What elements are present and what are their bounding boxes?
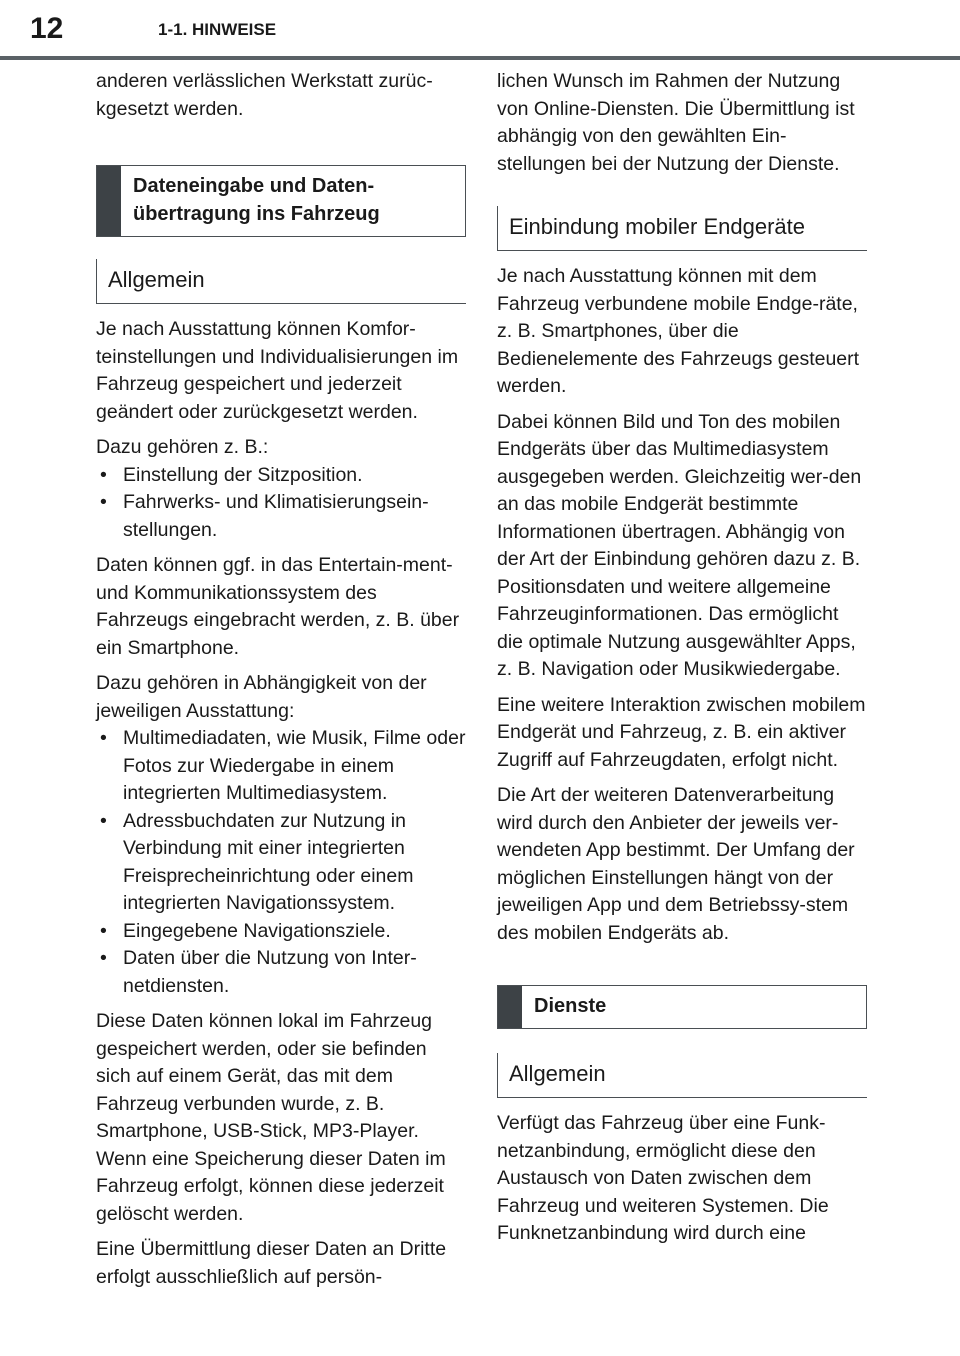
paragraph: Daten können ggf. in das Entertain-ment- und Kommunikationssystem des Fahrzeugs eingebracht werden, z. B. über ein Smartphone. bbox=[96, 554, 460, 659]
heading-bar bbox=[498, 986, 522, 1028]
subheading-allgemein: Allgemein bbox=[497, 1053, 867, 1098]
page-number: 12 bbox=[30, 12, 64, 45]
list-item: • Eingegebene Navigationsziele. bbox=[96, 918, 466, 946]
chapter-title: 1-1. HINWEISE bbox=[158, 20, 277, 39]
right-column bbox=[497, 68, 867, 1256]
paragraph: Die Art der weiteren Datenverarbeitung wird durch den Anbieter der jeweils ver-wendeten App bestimmt. Der Umfang der möglichen Einstellungen hängt von der jeweiligen App und dem Betriebssy-stem des mobilen Endgeräts ab. bbox=[497, 784, 855, 944]
heading-line: Dateneingabe und Daten- bbox=[133, 175, 375, 197]
heading-text: Dienste bbox=[534, 995, 607, 1017]
paragraph: Verfügt das Fahrzeug über eine Funk-netzanbindung, ermöglicht diese den Austausch von Daten zwischen dem Fahrzeug und weiteren Systemen. Die Funknetzanbindung wird durch eine bbox=[497, 1112, 829, 1244]
header-divider bbox=[0, 56, 960, 60]
list-item: • Einstellung der Sitzposition. bbox=[96, 462, 466, 490]
paragraph: Dazu gehören in Abhängigkeit von der jeweiligen Ausstattung: bbox=[96, 672, 427, 722]
list-item: • Multimediadaten, wie Musik, Filme oder Fotos zur Wiedergabe in einem integrierten Multimediasystem. bbox=[96, 725, 466, 808]
paragraph: Eine weitere Interaktion zwischen mobilem Endgerät und Fahrzeug, z. B. ein aktiver Zugriff auf Fahrzeugdaten, erfolgt nicht. bbox=[497, 693, 866, 771]
left-column bbox=[96, 68, 466, 1299]
paragraph: Je nach Ausstattung können mit dem Fahrzeug verbundene mobile Endge-räte, z. B. Smartphones, über die Bedienelemente des Fahrzeugs gesteuert werden. bbox=[497, 265, 860, 397]
list-item: • Adressbuchdaten zur Nutzung in Verbindung mit einer integrierten Freisprecheinrichtung oder einem integrierten Navigationssystem. bbox=[96, 808, 466, 918]
paragraph: Je nach Ausstattung können Komfor-teinstellungen und Individualisierungen im Fahrzeug gespeichert und jederzeit geändert oder zurückgesetzt werden. bbox=[96, 318, 459, 423]
list-item: • Daten über die Nutzung von Inter-netdiensten. bbox=[96, 945, 466, 1000]
bullet-list bbox=[96, 462, 466, 545]
subheading-einbindung: Einbindung mobiler Endgeräte bbox=[497, 206, 867, 251]
heading-bar bbox=[97, 166, 121, 236]
paragraph: anderen verlässlichen Werkstatt zurüc-kgesetzt werden. bbox=[96, 70, 433, 120]
heading-line: übertragung ins Fahrzeug bbox=[133, 203, 380, 225]
paragraph: Dazu gehören z. B.: bbox=[96, 436, 269, 458]
paragraph: lichen Wunsch im Rahmen der Nutzung von Online-Diensten. Die Übermittlung ist abhängig von den gewählten Ein-stellungen bei der Nutzung der Dienste. bbox=[497, 70, 855, 175]
bullet-list bbox=[96, 725, 466, 1000]
page-header bbox=[0, 0, 960, 60]
paragraph: Dabei können Bild und Ton des mobilen Endgeräts über das Multimediasystem ausgegeben werden. Gleichzeitig wer-den an das mobile Endgerät bestimmte Informationen übertragen. Abhängig von der Art der Einbindung gehören dazu z. B. Positionsdaten und weitere allgemeine Fahrzeuginformationen. Das ermöglicht die optimale Nutzung ausgewählter Apps, z. B. Navigation oder Musikwiedergabe. bbox=[497, 410, 862, 680]
paragraph: Diese Daten können lokal im Fahrzeug gespeichert werden, oder sie befinden sich auf einem Gerät, das mit dem Fahrzeug verbunden wurde, z. B. Smartphone, USB-Stick, MP3-Player. Wenn eine Speicherung dieser Daten im Fahrzeug erfolgt, können diese jederzeit gelöscht werden. bbox=[96, 1010, 446, 1225]
paragraph: Eine Übermittlung dieser Daten an Dritte erfolgt ausschließlich auf persön- bbox=[96, 1238, 447, 1288]
subheading-allgemein: Allgemein bbox=[96, 259, 466, 304]
list-item: • Fahrwerks- und Klimatisierungsein-stellungen. bbox=[96, 489, 466, 544]
section-heading-dienste bbox=[497, 985, 867, 1029]
section-heading-dateneingabe bbox=[96, 165, 466, 237]
